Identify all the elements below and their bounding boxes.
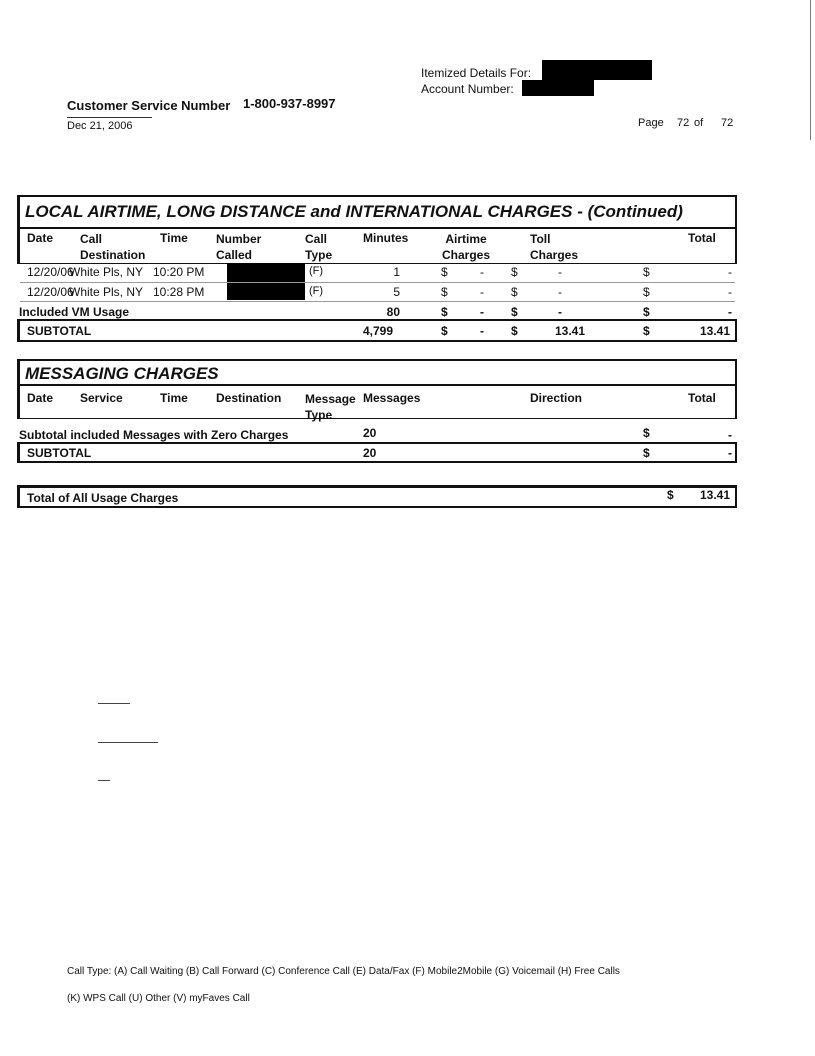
row-destination: White Pls, NY	[69, 265, 144, 279]
currency-symbol: $	[441, 265, 448, 279]
row-destination: White Pls, NY	[69, 285, 144, 299]
scan-mark	[98, 703, 130, 704]
messaging-title: MESSAGING CHARGES	[25, 364, 219, 383]
currency-symbol: $	[643, 446, 650, 460]
col-number: Number Called	[216, 232, 262, 262]
total-usage-value: 13.41	[700, 488, 731, 502]
call-type-legend-2: (K) WPS Call (U) Other (V) myFaves Call	[67, 993, 250, 1004]
row-total: -	[728, 265, 732, 279]
currency-symbol: $	[643, 426, 650, 440]
row-airtime: -	[480, 285, 484, 299]
col-total: Total	[688, 231, 716, 245]
row-date: 12/20/06	[27, 285, 74, 299]
redacted-name	[542, 60, 652, 80]
total-usage-label: Total of All Usage Charges	[27, 491, 179, 505]
page-label: Page	[638, 117, 664, 129]
row-time: 10:28 PM	[153, 285, 205, 299]
messaging-subtotal-row	[17, 442, 737, 463]
included-label: Subtotal included Messages with Zero Charges	[19, 428, 289, 442]
page-total: 72	[721, 117, 734, 129]
row-minutes: 1	[393, 265, 400, 279]
included-messages: 20	[363, 426, 377, 440]
row-total: -	[728, 285, 732, 299]
currency-symbol: $	[511, 305, 518, 319]
row-date: 12/20/06	[27, 265, 74, 279]
col-time: Time	[160, 231, 188, 245]
col-messages: Messages	[363, 391, 421, 405]
vm-total: -	[728, 305, 732, 319]
row-call-type: (F)	[309, 285, 324, 297]
currency-symbol: $	[643, 265, 650, 279]
page-current: 72	[677, 117, 690, 129]
row-minutes: 5	[393, 285, 400, 299]
csn-value: 1-800-937-8997	[243, 96, 336, 111]
col-call-type: Call Type	[305, 232, 333, 262]
col-airtime: Airtime Charges	[442, 232, 491, 262]
vm-airtime: -	[480, 305, 484, 319]
row-toll: -	[558, 285, 562, 299]
row-airtime: -	[480, 265, 484, 279]
col-total: Total	[688, 391, 716, 405]
subtotal-airtime: -	[480, 324, 484, 338]
row-divider	[20, 301, 735, 302]
col-minutes: Minutes	[363, 231, 409, 245]
scan-mark	[98, 780, 110, 781]
vm-toll: -	[558, 305, 562, 319]
currency-symbol: $	[643, 305, 650, 319]
currency-symbol: $	[511, 324, 518, 338]
messaging-subtotal-label: SUBTOTAL	[27, 446, 92, 460]
col-date: Date	[27, 391, 54, 405]
messaging-subtotal-messages: 20	[363, 446, 377, 460]
call-type-legend-1: Call Type: (A) Call Waiting (B) Call Forward (C) Conference Call (E) Data/Fax (F) Mobile2Mobile (G) Voicemail (H) Free Calls	[67, 966, 620, 977]
csn-label: Customer Service Number	[67, 98, 231, 113]
subtotal-label: SUBTOTAL	[27, 324, 92, 338]
page-of: of	[694, 117, 704, 129]
currency-symbol: $	[511, 285, 518, 299]
account-label: Account Number:	[421, 82, 514, 96]
row-time: 10:20 PM	[153, 265, 205, 279]
scan-mark	[98, 742, 158, 743]
included-total: -	[728, 428, 732, 442]
currency-symbol: $	[441, 324, 448, 338]
currency-symbol: $	[643, 324, 650, 338]
currency-symbol: $	[667, 488, 674, 502]
col-date: Date	[27, 231, 54, 245]
col-destination: Destination	[216, 391, 282, 405]
local-title: LOCAL AIRTIME, LONG DISTANCE and INTERNATIONAL CHARGES - (Continued)	[25, 202, 683, 221]
currency-symbol: $	[441, 285, 448, 299]
col-destination: Call Destination	[80, 232, 146, 262]
row-divider	[20, 282, 735, 283]
col-time: Time	[160, 391, 188, 405]
subtotal-toll: 13.41	[555, 324, 586, 338]
messaging-subtotal-total: -	[728, 446, 732, 460]
currency-symbol: $	[441, 305, 448, 319]
subtotal-total: 13.41	[700, 324, 731, 338]
currency-symbol: $	[643, 285, 650, 299]
col-toll: Toll Charges	[530, 232, 579, 262]
redacted-account	[522, 80, 594, 96]
itemized-label: Itemized Details For:	[421, 66, 532, 80]
vm-minutes: 80	[386, 305, 400, 319]
scan-edge-line	[810, 0, 811, 140]
currency-symbol: $	[511, 265, 518, 279]
col-service: Service	[80, 391, 123, 405]
vm-label: Included VM Usage	[19, 305, 130, 319]
subtotal-minutes: 4,799	[363, 324, 394, 338]
row-call-type: (F)	[309, 265, 324, 277]
col-message-type: Message Type	[305, 392, 356, 422]
col-direction: Direction	[530, 391, 583, 405]
row-toll: -	[558, 265, 562, 279]
statement-date: Dec 21, 2006	[67, 120, 133, 132]
